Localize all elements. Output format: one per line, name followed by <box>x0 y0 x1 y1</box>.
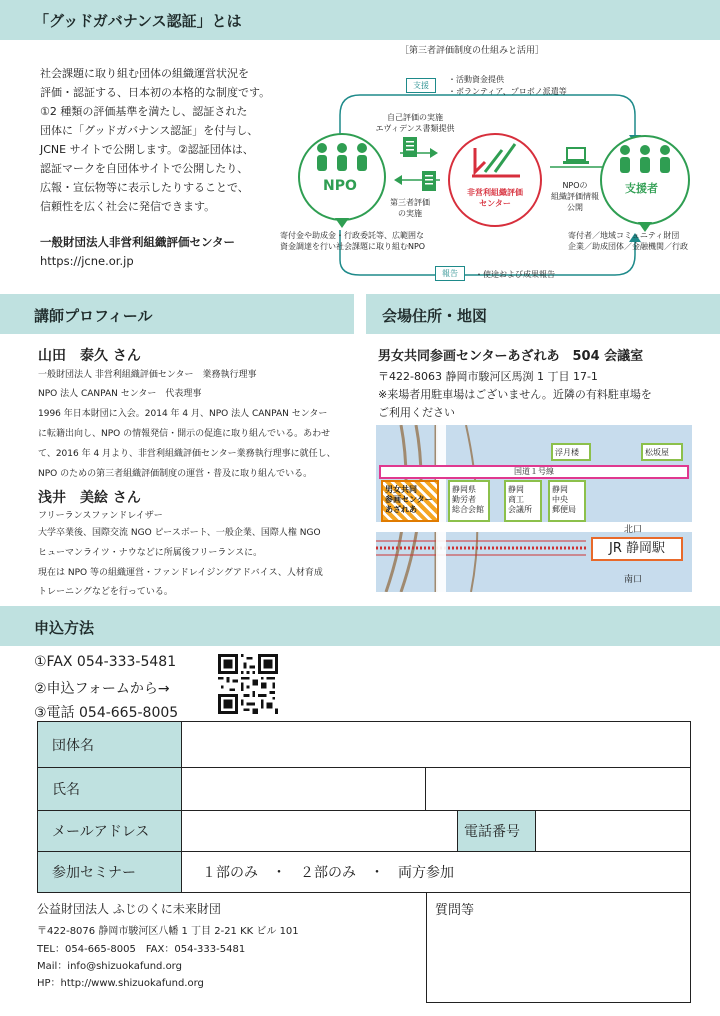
apply-fax: ①FAX 054-333-5481 <box>34 654 177 670</box>
venue-name: 男女共同参画センターあざれあ 504 会議室 <box>378 349 644 364</box>
question-box[interactable] <box>426 893 691 1003</box>
npo-info-text <box>550 180 600 213</box>
supporter-note-line: 寄付者／地域コミュニティ財団 <box>568 231 680 240</box>
seminar-options[interactable] <box>182 852 691 893</box>
map-block-shoko <box>504 480 542 522</box>
speaker-bio-line: トレーニングなどを行っている。 <box>38 587 173 597</box>
computer-icon <box>563 148 589 164</box>
block-line: 郵便局 <box>552 505 576 514</box>
speaker-bio-line: に転籍出向し、NPO の情報発信・開示の促進に取り組んでいる。あわせ <box>38 429 331 439</box>
foundation-tel-fax: TEL：054-665-8005 FAX：054-333-5481 <box>37 944 246 955</box>
block-line: 静岡 <box>552 485 568 494</box>
national-road-1 <box>379 465 689 479</box>
name-label: 氏名 <box>38 768 182 811</box>
apply-form-link[interactable]: ②申込フォームから→ <box>34 681 170 697</box>
jcne-url[interactable]: https://jcne.or.jp <box>40 254 134 268</box>
npo-note <box>280 230 425 252</box>
foundation-name: 公益財団法人 ふじのくに未来財団 <box>37 902 221 916</box>
npo-info-line: 公開 <box>567 203 583 212</box>
venue-note: ご利用ください <box>378 406 455 419</box>
block-line: 商工 <box>508 495 524 504</box>
certification-description <box>40 64 300 216</box>
profile-heading: 講師プロフィール <box>34 307 153 325</box>
speaker-bio-line: 現在は NPO 等の組織運営・ファンドレイジングアドバイス、人材育成 <box>38 568 323 578</box>
org-label: 団体名 <box>38 722 182 768</box>
venue-address: 〒422-8063 静岡市駿河区馬渕 1 丁目 17-1 <box>378 370 598 383</box>
block-line: 総合会館 <box>452 505 484 514</box>
third-eval-text <box>380 197 440 219</box>
governance-diagram <box>280 40 720 290</box>
map-block-venue[interactable] <box>381 480 439 522</box>
apply-phone: ③電話 054-665-8005 <box>34 705 179 721</box>
map-block-post-office <box>548 480 586 522</box>
description-line: 信頼性を広く社会に発信できます。 <box>40 200 216 213</box>
speaker-bio-line: ヒューマンライツ・ナウなどに所属後フリーランスに。 <box>38 548 263 558</box>
supporter-label: 支援者 <box>625 182 658 195</box>
description-line: JCNE サイトで公開します。②認証団体は、 <box>40 143 254 156</box>
description-line: 認証マークを自団体サイトで公開したり、 <box>40 162 249 175</box>
map-block-matsuzakaya <box>641 443 683 461</box>
phone-input[interactable] <box>536 811 691 852</box>
center-label <box>457 187 533 209</box>
question-label: 質問等 <box>435 903 475 918</box>
diagram-title: ［第三者評価制度の仕組みと活用］ <box>400 46 545 56</box>
block-label: 浮月楼 <box>555 448 579 457</box>
certification-heading: 「グッドガバナンス認証」とは <box>34 12 242 30</box>
description-line: 広報・宣伝物等に表示したりすることで、 <box>40 181 249 194</box>
venue-note: ※来場者用駐車場はございません。近隣の有料駐車場を <box>378 388 652 401</box>
npo-people-icon <box>317 143 367 171</box>
center-label-line: 非営利組織評価 <box>467 188 523 197</box>
support-tag: 支援 <box>406 78 436 93</box>
document-icon <box>403 137 436 191</box>
map-block-kinrosha <box>448 480 490 522</box>
speaker-bio-line: て、2016 年 4 月より、非営利組織評価センター業務執行理事に就任し、 <box>38 449 336 459</box>
station-label: JR 静岡駅 <box>609 541 665 556</box>
self-eval-line: 自己評価の実施 <box>387 113 443 122</box>
description-line: 社会課題に取り組む団体の組織運営状況を <box>40 67 249 80</box>
block-line: 会議所 <box>508 505 532 514</box>
npo-info-line: NPOの <box>562 181 588 190</box>
email-input[interactable] <box>182 811 458 852</box>
qr-code-icon[interactable] <box>218 654 278 714</box>
self-eval-text <box>370 112 460 134</box>
block-line: 静岡県 <box>452 485 476 494</box>
seminar-options-text: １部のみ ・ ２部のみ ・ 両方参加 <box>202 865 454 881</box>
org-input[interactable] <box>182 722 691 768</box>
supporter-note <box>568 230 688 252</box>
speaker-bio-line: 1996 年日本財団に入会。2014 年 4 月、NPO 法人 CANPAN センター <box>38 409 328 419</box>
seminar-label: 参加セミナー <box>38 852 182 893</box>
jcne-org-name: 一般財団法人非営利組織評価センター <box>40 235 236 249</box>
npo-note-line: 寄付金や助成金・行政委託等、広範囲な <box>280 231 424 240</box>
south-exit-label: 南口 <box>624 575 643 585</box>
foundation-hp[interactable]: HP：http://www.shizuokafund.org <box>37 978 204 989</box>
speaker-bio-line: 大学卒業後、国際交流 NGO ピースボート、一般企業、国際人権 NGO <box>38 528 321 538</box>
phone-label: 電話番号 <box>458 811 536 852</box>
description-line: 団体に「グッドガバナンス認証」を付与し、 <box>40 124 259 137</box>
venue-block-line: あざれあ <box>385 505 417 514</box>
speaker-name: 浅井 美絵 さん <box>38 490 141 506</box>
third-eval-line: 第三者評価 <box>390 198 430 207</box>
venue-heading: 会場住所・地図 <box>382 307 488 325</box>
foundation-mail[interactable]: Mail：info@shizuokafund.org <box>37 961 182 972</box>
report-tag: 報告 <box>435 266 465 281</box>
apply-heading: 申込方法 <box>34 619 95 637</box>
venue-map[interactable] <box>376 425 692 592</box>
block-line: 中央 <box>552 495 568 504</box>
north-exit-label: 北口 <box>624 525 643 535</box>
road-label: 国道１号線 <box>514 467 554 476</box>
npo-info-line: 組織評価情報 <box>551 192 599 201</box>
description-line: 評価・認証する、日本初の本格的な制度です。 <box>40 86 271 99</box>
supporter-people-icon <box>620 145 670 173</box>
block-label: 松坂屋 <box>645 448 669 457</box>
name-input[interactable] <box>182 768 426 811</box>
center-label-line: センター <box>479 199 511 208</box>
qr-code-graphic <box>218 654 278 714</box>
supporter-note-line: 企業／助成団体／金融機関／行政 <box>568 242 688 251</box>
email-label: メールアドレス <box>38 811 182 852</box>
name-input-2[interactable] <box>426 768 691 811</box>
block-line: 勤労者 <box>452 495 476 504</box>
foundation-address: 〒422-8076 静岡市駿河区八幡 1 丁目 2-21 KK ビル 101 <box>37 926 299 937</box>
description-line: ①2 種類の評価基準を満たし、認証された <box>40 105 248 118</box>
support-item: ・ボランティア、プロボノ派遣等 <box>448 87 567 96</box>
venue-block-line: 男女共同 <box>385 485 417 494</box>
npo-label: NPO <box>323 178 357 194</box>
report-item: ・使途および成果報告 <box>475 270 555 279</box>
speaker-title: NPO 法人 CANPAN センター 代表理事 <box>38 389 202 399</box>
speaker-title: 一般財団法人 非営利組織評価センター 業務執行理事 <box>38 370 257 380</box>
support-item: ・活動資金提供 <box>448 75 504 84</box>
npo-note-line: 資金調達を行い社会課題に取り組むNPO <box>280 242 426 251</box>
third-eval-line: の実施 <box>398 209 422 218</box>
speaker-title: フリーランスファンドレイザー <box>38 511 163 521</box>
speaker-name: 山田 泰久 さん <box>38 348 141 364</box>
self-eval-line: エヴィデンス書類提供 <box>375 124 455 133</box>
speaker-bio-line: NPO のための第三者組織評価制度の運営・普及に取り組んでいる。 <box>38 469 313 479</box>
apply-header-band <box>0 606 720 646</box>
venue-block-line: 参画センター <box>385 495 433 504</box>
block-line: 静岡 <box>508 485 524 494</box>
station-box <box>591 537 683 561</box>
map-block-uketsuki <box>551 443 591 461</box>
